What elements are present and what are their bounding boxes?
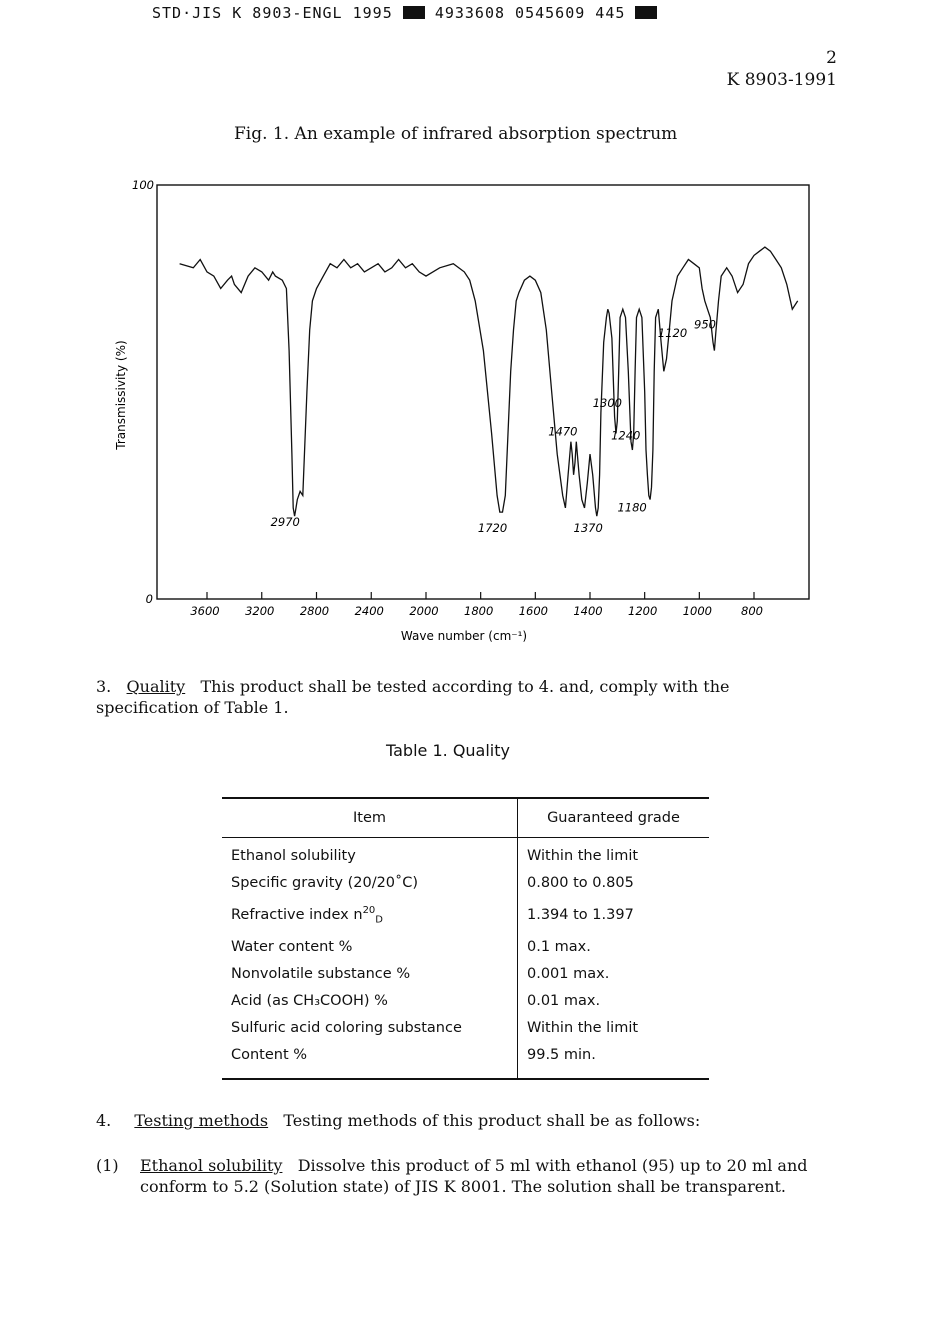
row-grade: 0.01 max. xyxy=(527,992,601,1009)
table-row xyxy=(222,961,709,988)
table-row xyxy=(222,1015,709,1042)
x-tick-label: 2800 xyxy=(299,604,330,618)
test-item-1-text: Dissolve this product of 5 ml with ethanol (95) up to 20 ml and conform to 5.2 (Solution state) of JIS K 8001. The solution shall be transparent. xyxy=(140,1156,808,1196)
x-tick-label: 1600 xyxy=(518,604,548,618)
row-grade: 0.001 max. xyxy=(527,965,610,982)
table-row xyxy=(222,897,709,934)
row-grade: Within the limit xyxy=(527,1019,639,1036)
row-grade: 99.5 min. xyxy=(518,1042,710,1079)
peak-label: 1470 xyxy=(548,424,578,439)
plot-frame xyxy=(157,185,809,599)
header-barcode: 4933608 0545609 445 xyxy=(434,4,626,22)
refractive-temperature: 20 xyxy=(362,905,376,916)
y-tick-label-top: 100 xyxy=(132,178,154,192)
refractive-d-line: D xyxy=(375,914,383,926)
x-tick-label: 1200 xyxy=(628,604,658,618)
x-tick-label: 3200 xyxy=(245,604,275,618)
y-axis-label: Transmissivity (%) xyxy=(114,340,128,450)
section-3-number: 3. xyxy=(96,677,112,696)
ir-spectrum-chart xyxy=(0,0,950,670)
peak-label: 1370 xyxy=(573,520,603,535)
x-tick-label: 3600 xyxy=(190,604,220,618)
row-item: Ethanol solubility xyxy=(222,838,518,871)
section-4-text: Testing methods of this product shall be as follows: xyxy=(283,1111,701,1130)
x-tick-label: 2000 xyxy=(409,604,439,618)
peak-label: 950 xyxy=(694,317,716,332)
table-row xyxy=(222,934,709,961)
row-item: Nonvolatile substance % xyxy=(222,961,518,988)
row-grade: 0.1 max. xyxy=(527,938,591,955)
row-grade: 1.394 to 1.397 xyxy=(527,906,634,923)
peak-label: 2970 xyxy=(270,514,300,529)
standard-number: K 8903-1991 xyxy=(726,70,837,90)
figure-caption: Fig. 1. An example of infrared absorption spectrum xyxy=(234,124,678,144)
row-grade: Within the limit xyxy=(527,848,639,864)
peak-label: 1240 xyxy=(611,428,641,443)
peak-label: 1300 xyxy=(592,395,622,410)
page-number: 2 xyxy=(826,48,837,68)
row-item-text: Refractive index n xyxy=(231,906,363,923)
section-4-title: Testing methods xyxy=(134,1111,269,1130)
x-tick-label: 800 xyxy=(741,604,763,618)
row-item: Water content % xyxy=(222,934,518,961)
quality-table xyxy=(222,797,709,1080)
x-tick-label: 1000 xyxy=(682,604,712,618)
table-header-row xyxy=(222,798,709,838)
section-4-number: 4. xyxy=(96,1111,112,1130)
row-grade: 0.800 to 0.805 xyxy=(527,875,634,891)
y-tick-label-bottom: 0 xyxy=(145,592,153,606)
row-item: Specific gravity (20/20˚C) xyxy=(222,870,518,897)
row-item: Content % xyxy=(222,1042,518,1079)
header-item: Item xyxy=(222,798,518,838)
peak-label: 1120 xyxy=(657,325,688,340)
test-item-1-title: Ethanol solubility xyxy=(140,1156,283,1175)
section-4 xyxy=(96,1111,700,1130)
row-item: Sulfuric acid coloring substance xyxy=(222,1015,518,1042)
header-code: STD·JIS K 8903-ENGL 1995 xyxy=(152,4,393,22)
table-caption: Table 1. Quality xyxy=(386,741,510,760)
x-tick-label: 1400 xyxy=(573,604,603,618)
x-axis-label: Wave number (cm⁻¹) xyxy=(400,629,528,643)
row-item: Acid (as CH₃COOH) % xyxy=(222,988,518,1015)
x-tick-label: 2400 xyxy=(354,604,384,618)
header-guaranteed-grade: Guaranteed grade xyxy=(518,798,710,838)
spectrum-line xyxy=(180,247,798,516)
section-3-text: This product shall be tested according to 4. and, comply with the specification of Table 1. xyxy=(96,677,730,717)
table-row xyxy=(222,988,709,1015)
peak-label: 1180 xyxy=(617,500,647,515)
table-row xyxy=(222,1042,709,1079)
test-item-1-number: (1) xyxy=(96,1156,119,1175)
table-row xyxy=(222,838,709,871)
row-item-refractive xyxy=(222,897,518,934)
x-tick-label: 1800 xyxy=(464,604,494,618)
section-3-title: Quality xyxy=(126,677,186,696)
table-row xyxy=(222,870,709,897)
test-item-1 xyxy=(96,1155,816,1197)
section-3 xyxy=(96,676,816,718)
peak-label: 1720 xyxy=(477,521,508,536)
